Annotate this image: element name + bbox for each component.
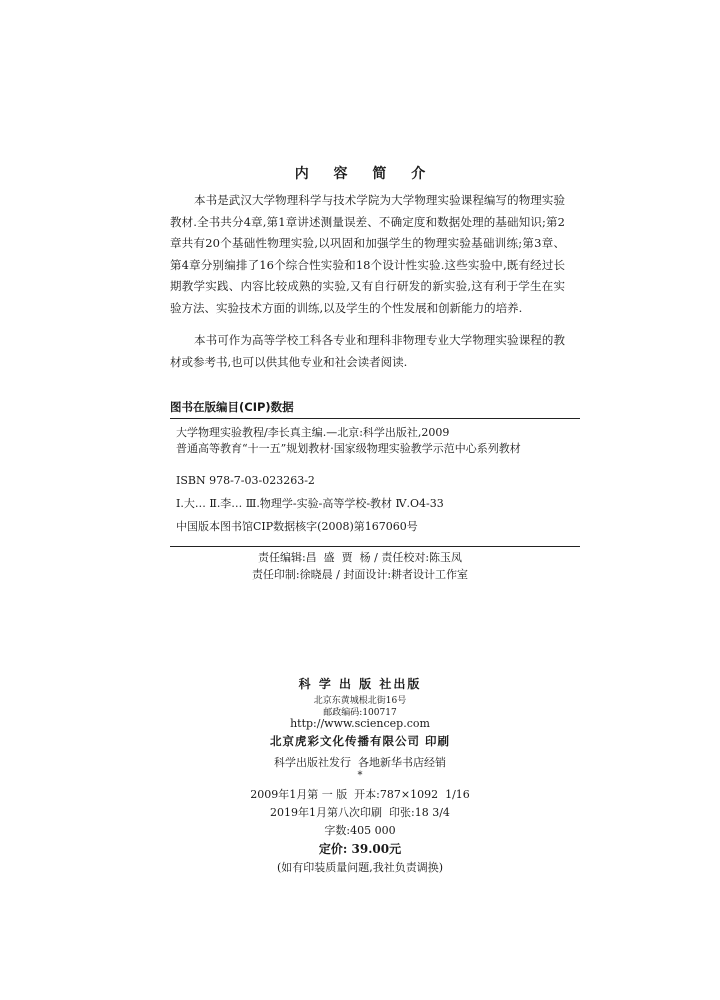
cip-isbn-line: ISBN 978-7-03-023263-2 bbox=[176, 474, 315, 487]
editor-credits: 责任编辑:昌 盛 贾 杨 / 责任校对:陈玉凤 bbox=[257, 551, 463, 564]
separator-star: * bbox=[357, 770, 363, 781]
cip-record-number-line: 中国版本图书馆CIP数据核字(2008)第167060号 bbox=[176, 520, 418, 533]
publisher-postcode: 邮政编码:100717 bbox=[323, 708, 397, 718]
quality-notice: (如有印装质量问题,我社负责调换) bbox=[276, 861, 444, 874]
production-credits: 责任印制:徐晓晨 / 封面设计:耕者设计工作室 bbox=[251, 568, 469, 581]
cip-title-line: 大学物理实验教程/李长真主编.—北京:科学出版社,2009 bbox=[176, 426, 450, 439]
cip-series-line: 普通高等教育“十一五”规划教材·国家级物理实验教学示范中心系列教材 bbox=[176, 442, 521, 455]
cip-classification-line: Ⅰ.大… Ⅱ.李… Ⅲ.物理学-实验-高等学校-教材 Ⅳ.O4-33 bbox=[176, 497, 444, 510]
publisher-url: http://www.sciencep.com bbox=[290, 717, 430, 730]
cip-top-rule bbox=[170, 418, 580, 419]
cip-bottom-rule bbox=[170, 546, 580, 547]
publisher-address: 北京东黄城根北街16号 bbox=[313, 696, 407, 706]
printer-name: 北京虎彩文化传播有限公司 印刷 bbox=[269, 734, 450, 748]
publisher-name: 科 学 出 版 社出版 bbox=[298, 677, 422, 691]
summary-paragraph-2: 本书可作为高等学校工科各专业和理科非物理专业大学物理实验课程的教材或参考书,也可以供其他专业和社会读者阅读. bbox=[170, 333, 565, 369]
edition-line: 2009年1月第 一 版 开本:787×1092 1/16 bbox=[250, 788, 470, 801]
price: 定价: 39.00元 bbox=[318, 842, 402, 856]
summary-title: 内 容 简 介 bbox=[294, 166, 436, 182]
word-count: 字数:405 000 bbox=[324, 824, 396, 837]
distribution-line: 科学出版社发行 各地新华书店经销 bbox=[274, 756, 446, 769]
summary-paragraph-1: 本书是武汉大学物理科学与技术学院为大学物理实验课程编写的物理实验教材.全书共分4章,第1章讲述测量误差、不确定度和数据处理的基础知识;第2章共有20个基础性物理实验,以巩固和加强学生的物理实验基础训练;第3章、第4章分别编排了16个综合性实验和18个设计性实验.这些实验中,既有经过长期教学实践、内容比较成熟的实验,又有自行研发的新实验,这有利于学生在实验方法、实验技术方面的训练,以及学生的个性发展和创新能力的培养. bbox=[170, 193, 565, 315]
cip-header: 图书在版编目(CIP)数据 bbox=[170, 400, 294, 414]
printing-line: 2019年1月第八次印刷 印张:18 3/4 bbox=[270, 806, 450, 819]
